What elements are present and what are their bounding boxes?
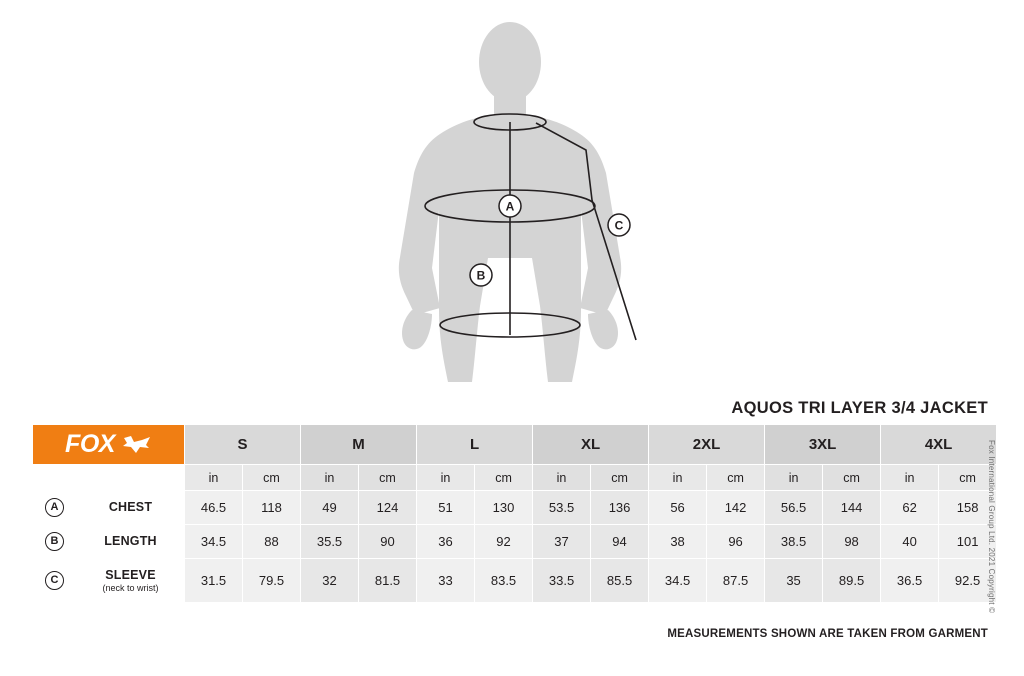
- cell-sleeve-2xl-in: 34.5: [649, 559, 707, 603]
- cell-sleeve-4xl-cm: 92.5: [939, 559, 997, 603]
- cell-chest-2xl-cm: 142: [707, 491, 765, 525]
- table-size-header-row: [33, 425, 997, 465]
- cell-sleeve-l-cm: 83.5: [475, 559, 533, 603]
- cell-chest-s-in: 46.5: [185, 491, 243, 525]
- cell-length-l-cm: 92: [475, 525, 533, 559]
- row-name-chest: CHEST: [77, 491, 185, 525]
- cell-chest-3xl-in: 56.5: [765, 491, 823, 525]
- row-letter-circle-a: A: [45, 498, 64, 517]
- unit-m-in: in: [301, 465, 359, 491]
- cell-length-l-in: 36: [417, 525, 475, 559]
- table-unit-row: [33, 465, 997, 491]
- row-letter-circle-c: C: [45, 571, 64, 590]
- row-name-sleeve-sub: (neck to wrist): [102, 582, 159, 593]
- unit-2xl-in: in: [649, 465, 707, 491]
- unit-3xl-cm: cm: [823, 465, 881, 491]
- unit-m-cm: cm: [359, 465, 417, 491]
- cell-chest-l-in: 51: [417, 491, 475, 525]
- cell-length-xl-cm: 94: [591, 525, 649, 559]
- cell-length-s-in: 34.5: [185, 525, 243, 559]
- cell-chest-m-in: 49: [301, 491, 359, 525]
- row-name-length: LENGTH: [77, 525, 185, 559]
- cell-chest-s-cm: 118: [243, 491, 301, 525]
- row-name-sleeve-main: SLEEVE: [105, 568, 156, 583]
- cell-sleeve-m-in: 32: [301, 559, 359, 603]
- cell-sleeve-s-in: 31.5: [185, 559, 243, 603]
- cell-length-3xl-in: 38.5: [765, 525, 823, 559]
- cell-length-xl-in: 37: [533, 525, 591, 559]
- size-header-s: S: [185, 425, 301, 465]
- cell-sleeve-l-in: 33: [417, 559, 475, 603]
- cell-length-2xl-in: 38: [649, 525, 707, 559]
- cell-chest-4xl-in: 62: [881, 491, 939, 525]
- cell-length-m-cm: 90: [359, 525, 417, 559]
- row-letter-a: [33, 491, 77, 525]
- brand-name: FOX: [65, 430, 115, 458]
- table-row: [33, 559, 997, 603]
- copyright-text: Fox International Group Ltd. 2021 Copyright ©: [987, 440, 996, 614]
- table-row: [33, 491, 997, 525]
- callout-a-label: A: [505, 199, 515, 214]
- measurement-note: MEASUREMENTS SHOWN ARE TAKEN FROM GARMENT: [667, 628, 988, 640]
- row-letter-c: [33, 559, 77, 603]
- cell-chest-xl-in: 53.5: [533, 491, 591, 525]
- cell-length-4xl-cm: 101: [939, 525, 997, 559]
- unit-l-in: in: [417, 465, 475, 491]
- unit-s-cm: cm: [243, 465, 301, 491]
- size-chart-table: [32, 424, 997, 603]
- cell-sleeve-s-cm: 79.5: [243, 559, 301, 603]
- cell-chest-xl-cm: 136: [591, 491, 649, 525]
- cell-sleeve-3xl-in: 35: [765, 559, 823, 603]
- cell-length-m-in: 35.5: [301, 525, 359, 559]
- table-row: [33, 525, 997, 559]
- unit-3xl-in: in: [765, 465, 823, 491]
- size-header-2xl: 2XL: [649, 425, 765, 465]
- unit-s-in: in: [185, 465, 243, 491]
- fox-head-icon: [122, 435, 152, 455]
- unit-4xl-cm: cm: [939, 465, 997, 491]
- cell-sleeve-m-cm: 81.5: [359, 559, 417, 603]
- size-header-4xl: 4XL: [881, 425, 997, 465]
- cell-chest-m-cm: 124: [359, 491, 417, 525]
- brand-logo-cell: [33, 425, 185, 465]
- size-header-3xl: 3XL: [765, 425, 881, 465]
- size-header-l: L: [417, 425, 533, 465]
- cell-chest-3xl-cm: 144: [823, 491, 881, 525]
- cell-sleeve-2xl-cm: 87.5: [707, 559, 765, 603]
- unit-xl-in: in: [533, 465, 591, 491]
- cell-chest-l-cm: 130: [475, 491, 533, 525]
- cell-chest-2xl-in: 56: [649, 491, 707, 525]
- cell-sleeve-xl-in: 33.5: [533, 559, 591, 603]
- row-letter-circle-b: B: [45, 532, 64, 551]
- unit-2xl-cm: cm: [707, 465, 765, 491]
- cell-sleeve-4xl-in: 36.5: [881, 559, 939, 603]
- unit-xl-cm: cm: [591, 465, 649, 491]
- cell-chest-4xl-cm: 158: [939, 491, 997, 525]
- cell-length-2xl-cm: 96: [707, 525, 765, 559]
- torso-diagram: [340, 10, 700, 410]
- size-header-xl: XL: [533, 425, 649, 465]
- unit-row-spacer: [33, 465, 185, 491]
- page-title: AQUOS TRI LAYER 3/4 JACKET: [731, 399, 988, 417]
- cell-length-3xl-cm: 98: [823, 525, 881, 559]
- cell-sleeve-3xl-cm: 89.5: [823, 559, 881, 603]
- row-letter-b: [33, 525, 77, 559]
- unit-4xl-in: in: [881, 465, 939, 491]
- cell-length-4xl-in: 40: [881, 525, 939, 559]
- row-name-sleeve: [77, 559, 185, 603]
- callout-b-label: B: [476, 268, 486, 283]
- size-header-m: M: [301, 425, 417, 465]
- cell-length-s-cm: 88: [243, 525, 301, 559]
- unit-l-cm: cm: [475, 465, 533, 491]
- cell-sleeve-xl-cm: 85.5: [591, 559, 649, 603]
- callout-c-label: C: [614, 218, 624, 233]
